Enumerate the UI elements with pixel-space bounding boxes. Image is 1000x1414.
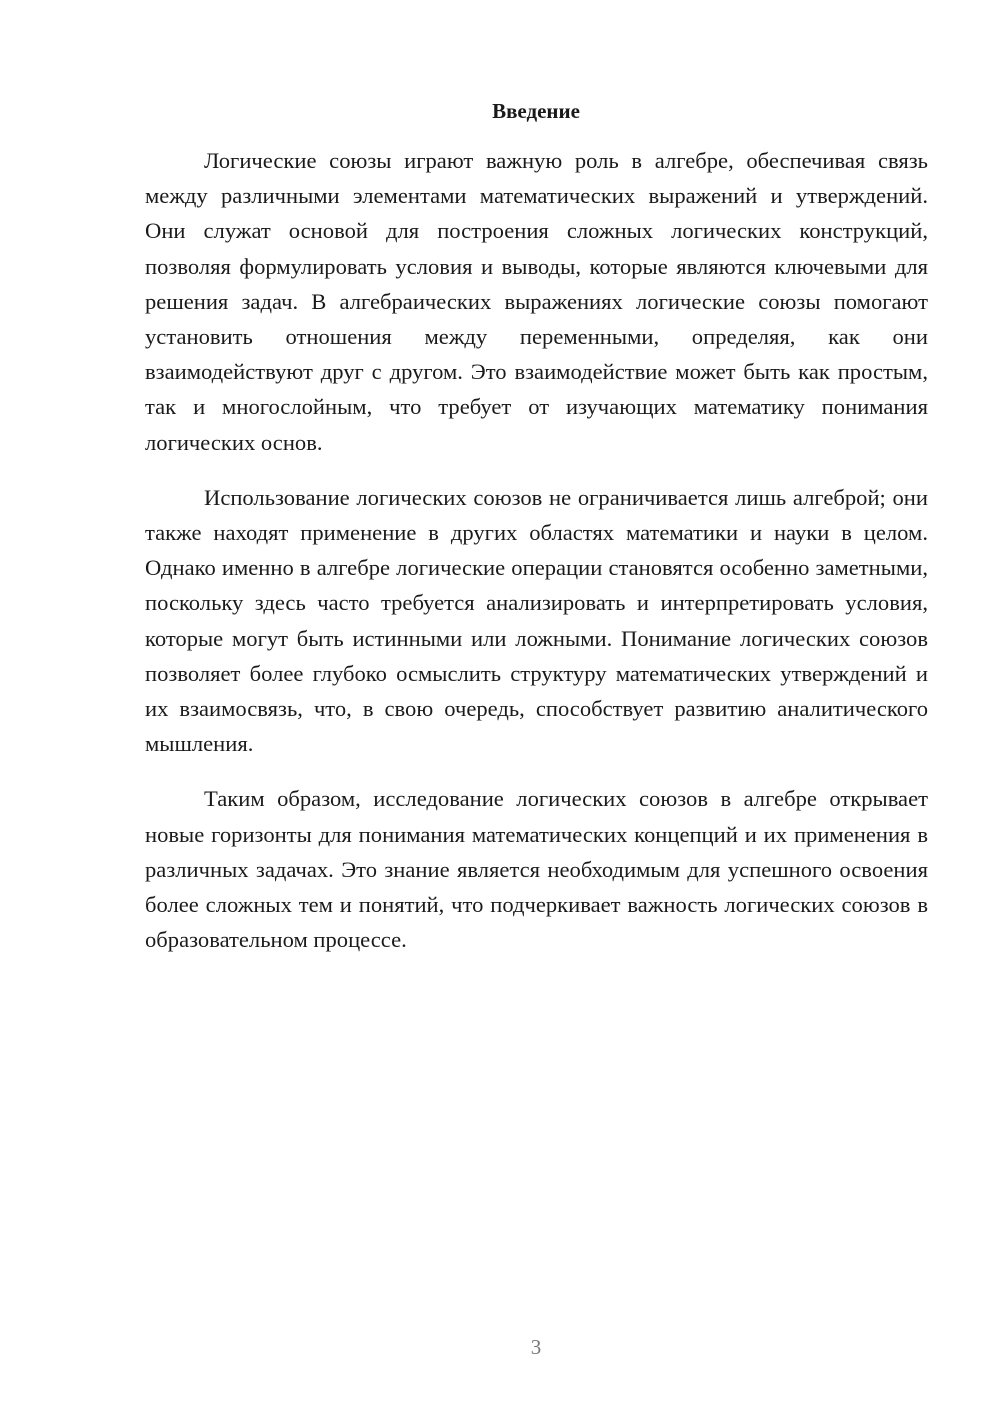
paragraph-2: Использование логических союзов не ограничивается лишь алгеброй; они также находят применение в других областях математики и науки в целом. Однако именно в алгебре логические операции становятся особенно заметными, поскольку здесь часто требуется анализировать и интерпретировать условия, которые могут быть истинными или ложными. Понимание логических союзов позволяет более глубоко осмыслить структуру математических утверждений и их взаимосвязь, что, в свою очередь, способствует развитию аналитического мышления.: [145, 484, 928, 757]
body-text: [145, 143, 928, 977]
section-heading: Введение: [492, 99, 580, 123]
paragraph-3: Таким образом, исследование логических союзов в алгебре открывает новые горизонты для понимания математических концепций и их применения в различных задачах. Это знание является необходимым для успешного освоения более сложных тем и понятий, что подчеркивает важность логических союзов в образовательном процессе.: [145, 786, 928, 953]
paragraph-1: Логические союзы играют важную роль в алгебре, обеспечивая связь между различными элементами математических выражений и утверждений. Они служат основой для построения сложных логических конструкций, позволяя формулировать условия и выводы, которые являются ключевыми для решения задач. В алгебраических выражениях логические союзы помогают установить отношения между переменными, определяя, как они взаимодействуют друг с другом. Это взаимодействие может быть как простым, так и многослойным, что требует от изучающих математику понимания логических основ.: [145, 148, 928, 455]
page-number: 3: [530, 1335, 542, 1359]
